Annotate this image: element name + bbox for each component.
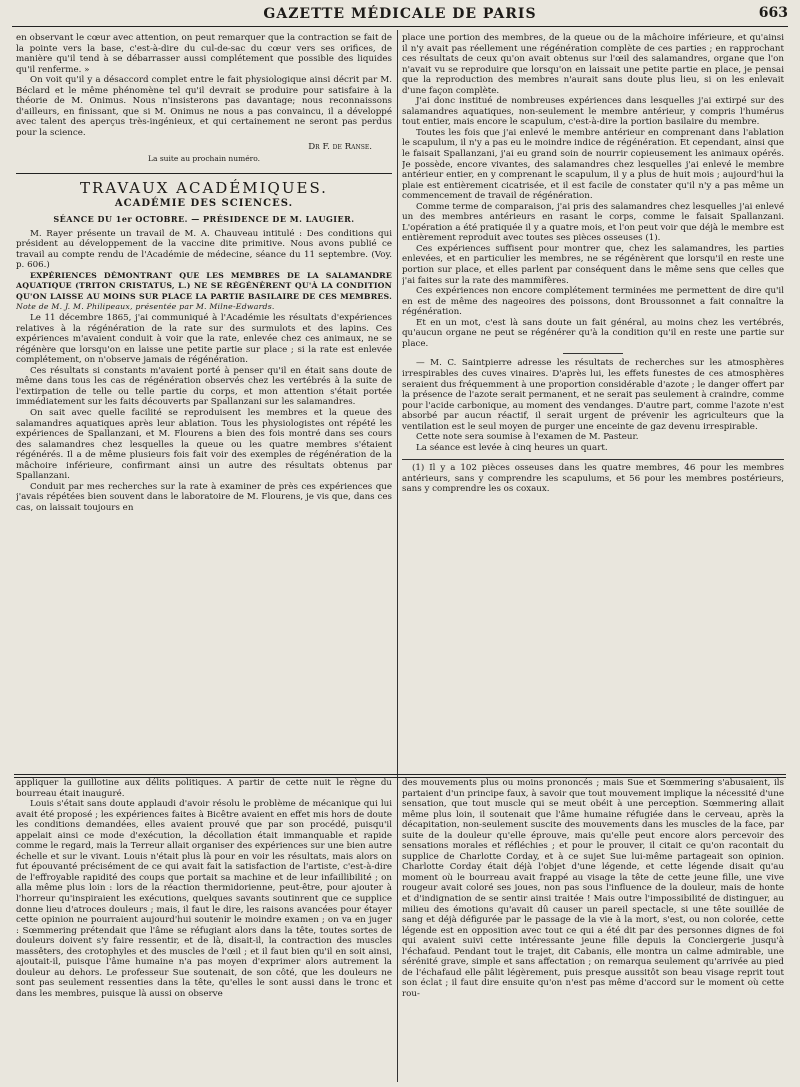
page-header bbox=[12, 4, 788, 27]
journal-title: GAZETTE MÉDICALE DE PARIS bbox=[263, 6, 537, 22]
paragraph: Ces résultats si constants m'avaient porté à penser qu'il en était sans doute de même dans tous les cas de régénération observés chez les vertébrés à la suite de l'extirpation de telle ou telle partie du corps, et mon attention s'était portée immédiatement sur les faits découverts par Spallanzani sur les salamandres. bbox=[16, 365, 392, 408]
paragraph: Et en un mot, c'est là sans doute un fait général, au moins chez les vertébrés, qu'aucun organe ne peut se régénérer qu'à la condition qu'il en reste une partie sur place. bbox=[402, 317, 784, 349]
paragraph: La séance est levée à cinq heures un quart. bbox=[416, 442, 608, 453]
paragraph: des mouvements plus ou moins prononcés ; mais Sue et Sœmmering s'abusaient, ils partaient d'un principe faux, à savoir que tout mouvement implique la nécessité d'une sensation, que tout muscle qui se meut obéit à une perception. Sœmmering allait même plus loin, il soutenait que l'âme humaine réfugiée dans le cerveau, après la décapitation, non-seulement suscite des mouvements dans les muscles de la face, par suite de la douleur qu'elle éprouve, mais qu'elle peut encore alors percevoir des sensations morales et réfléchies ; et pour le prouver, il citait ce qu'on racontait du supplice de Charlotte Corday, et à ce sujet Sue lui-même partageait son opinion. Charlotte Corday était déjà l'objet d'une légende, et cette légende disait qu'au moment où le bourreau avait frappé au visage la tête de cette jeune fille, une vive rougeur avait coloré ses joues, non pas sous l'influence de la douleur, mais de honte et d'indignation de se sentir ainsi traitée ! Mais outre l'impossibilité de distinguer, au milieu des émotions qu'avait dû causer un pareil spectacle, si une tête souillée de sang et déjà défigurée par le passage de la vie à la mort, s'est, ou non colorée, cette légende est en opposition avec tout ce qui a été dit par des personnes dignes de foi qui avaient suivi cette intéressante jeune fille depuis la Conciergerie jusqu'à l'échafaud. Pendant tout le trajet, dit Cabanis, elle montra un calme admirable, une sérénité grave, simple et sans affectation ; on remarqua seulement qu'arrivée au pied de l'échafaud elle pâlit légèrement, puis presque aussitôt son beau visage reprit tout son éclat ; il faut dire ensuite qu'on n'est pas même d'accord sur le moment où cette rou- bbox=[402, 778, 784, 999]
paragraph: On sait avec quelle facilité se reproduisent les membres et la queue des salamandres aquatiques après leur ablation. Tous les physiologistes ont répété les expériences de Spallanzani, et M. Flourens a bien des fois montré dans ses cours des salamandres chez lesquelles la queue ou les quatre membres s'étaient régénérés. Il a de même plusieurs fois fait voir des exemples de régénération de la mâchoire inférieure, confirmant ainsi un autre des résultats obtenus par Spallanzani. bbox=[16, 407, 392, 482]
paragraph: Comme terme de comparaison, j'ai pris des salamandres chez lesquelles j'ai enlevé un des membres antérieurs en rasant le corps, comme le faisait Spallanzani. L'opération a été pratiquée il y a quatre mois, et l'on peut voir que déjà le membre est entièrement reproduit avec toutes ses pièces osseuses (1). bbox=[402, 201, 784, 244]
memoir-title-text: EXPÉRIENCES DÉMONTRANT QUE LES MEMBRES DE LA SALAMANDRE AQUATIQUE (TRITON CRISTATUS, L.) NE SE RÉGÉNÈRENT QU'À LA CONDITION QU'ON LAISSE AU MOINS SUR PLACE LA PARTIE BASILAIRE DE CES MEMBRES. bbox=[16, 270, 392, 301]
column-bottom-right bbox=[402, 778, 784, 1080]
footnote bbox=[402, 459, 784, 495]
rule bbox=[16, 173, 392, 174]
continued-note: La suite au prochain numéro. bbox=[147, 154, 261, 164]
paragraph: Ces expériences non encore complétement terminées me permettent de dire qu'il en est de même des nageoires des poissons, dont Broussonnet a fait connaître la régénération. bbox=[402, 286, 784, 318]
memoir-note: Note de M. J. M. Philipeaux, présentée par M. Milne-Edwards. bbox=[16, 302, 275, 312]
column-divider-bottom bbox=[397, 780, 398, 1082]
paragraph: en observant le cœur avec attention, on peut remarquer que la contraction se fait de la pointe vers la base, c'est-à-dire du cul-de-sac du cœur vers ses orifices, de manière qu'il tend à se débarrasser aussi complétement que possible des liquides qu'il renferme. » bbox=[16, 33, 392, 75]
paragraph: J'ai donc institué de nombreuses expériences dans lesquelles j'ai extirpé sur des salamandres aquatiques, non-seulement le membre antérieur, y compris l'humérus tout entier, mais encore le scapulum, c'est-à-dire la portion basilaire du membre. bbox=[402, 96, 784, 128]
author-signature bbox=[16, 142, 392, 153]
signature-text: Dr F. de Ranse. bbox=[308, 142, 372, 153]
paragraph: appliquer la guillotine aux délits politiques. A partir de cette nuit le règne du bourreau était inauguré. bbox=[16, 778, 392, 799]
column-top-left bbox=[16, 33, 392, 785]
paragraph: place une portion des membres, de la queue ou de la mâchoire inférieure, et qu'ainsi il n'y avait pas réellement une régénération complète de ces parties ; en rapprochant ces résultats de ceux qu'on avait obtenus sur l'œil des salamandres, organe que l'on n'avait vu se reproduire que lorsqu'on en laissait une petite partie en place, je pensai que la reproduction des membres n'aurait sans doute plus lieu, si on les enlevait d'une façon complète. bbox=[402, 33, 784, 96]
paragraph: Conduit par mes recherches sur la rate à examiner de près ces expériences que j'avais répétées bien souvent dans le laboratoire de M. Flourens, je vis que, dans ces cas, on laissait toujours en bbox=[16, 481, 392, 513]
short-rule bbox=[563, 353, 623, 354]
column-top-right bbox=[402, 33, 784, 785]
section-subtitle: ACADÉMIE DES SCIENCES. bbox=[114, 197, 294, 209]
paragraph: Louis s'était sans doute applaudi d'avoir résolu le problème de mécanique qui lui avait été proposé ; les expériences faites à Bicêtre avaient en effet mis hors de doute les conditions demandées, elles avaient prouvé que par son procédé, puisqu'il appelait ainsi ce mode d'exécution, la décollation était immanquable et rapide comme le regard, mais la Terreur allait organiser des expériences sur une bien autre échelle et sur le vivant. Louis n'était plus là pour en voir les résultats, mais alors on fut épouvanté précisément de ce qui avait fait la satisfaction de l'artiste, c'est-à-dire de l'effroyable rapidité des coups que portait sa machine et de leur infaillibilité ; on alla même plus loin : lors de la réaction thermidorienne, peut-être, pour ajouter à l'horreur qu'inspiraient les exécutions, quelques savants soutinrent que ce supplice donne lieu d'atroces douleurs ; mais, il faut le dire, les raisons avancées pour étayer cette opinion ne pourraient aujourd'hui soutenir le moindre examen ; on va en juger : Sœmmering prétendait que l'âme se réfugiant alors dans la tête, toutes sortes de douleurs doivent s'y faire ressentir, et de là, disait-il, la contraction des muscles massêters, des crotophyles et des muscles de l'œil ; et il faut bien qu'il en soit ainsi, ajoutait-il, puisque l'âme humaine n'a pas moyen d'exprimer alors autrement la douleur au dehors. Le professeur Sue soutenait, de son côté, que les douleurs ne sont pas seulement ressenties dans la tête, qu'elles le sont aussi dans le tronc et dans les membres, puisque là aussi on observe bbox=[16, 799, 392, 999]
paragraph: Le 11 décembre 1865, j'ai communiqué à l'Académie les résultats d'expériences relatives à la régénération de la rate sur des surmulots et des lapins. Ces expériences m'avaient conduit à voir que la rate, enlevée chez ces animaux, ne se régénère que lorsqu'on en laisse une petite partie sur place ; si la rate est enlevée complétement, on n'observe jamais de régénération. bbox=[16, 313, 392, 366]
paragraph: On voit qu'il y a désaccord complet entre le fait physiologique ainsi décrit par M. Béclard et le même phénomène tel qu'il devrait se produire pour satisfaire à la théorie de M. Onimus. Nous n'insisterons pas davantage; nous reconnaissons d'ailleurs, en finissant, que si M. Onimus ne nous a pas convaincu, il a développé avec talent des aperçus très-ingénieux, et qui certainement ne seront pas perdus pour la science. bbox=[16, 75, 392, 138]
memoir-title bbox=[16, 271, 392, 313]
paragraph: — M. C. Saintpierre adresse les résultats de recherches sur les atmosphères irrespirables des cuves vinaires. D'après lui, les effets funestes de ces atmosphères seraient dus fréquemment à une proportion considérable d'azote ; le danger offert par la présence de l'azote serait permanent, et ne serait pas seulement à craindre, comme pour l'acide carbonique, au moment des vendanges. D'autre part, comme l'azote n'est absorbé par aucun réactif, il serait urgent de prévenir les agriculteurs que la ventilation est le seul moyen de purger une enceinte de gaz devenu irrespirable. bbox=[402, 358, 784, 432]
column-divider-top bbox=[397, 30, 398, 782]
paragraph: M. Rayer présente un travail de M. A. Chauveau intitulé : Des conditions qui président au développement de la vaccine dite primitive. Nous avons publié ce travail au compte rendu de l'Académie de médecine, séance du 11 septembre. (Voy. p. 606.) bbox=[16, 228, 392, 271]
section-title: TRAVAUX ACADÉMIQUES. bbox=[80, 178, 328, 197]
paragraph: Ces expériences suffisent pour montrer que, chez les salamandres, les parties enlevées, et en particulier les membres, ne se régénèrent que lorsqu'il en reste une portion sur place, et elles parlent par conséquent dans le même sens que celles que j'ai faites sur la rate des mammifères. bbox=[402, 243, 784, 286]
footnote-text: (1) Il y a 102 pièces osseuses dans les quatre membres, 46 pour les membres antérieurs, sans y comprendre les scapulums, et 56 pour les membres postérieurs, sans y comprendre les os coxaux. bbox=[402, 463, 784, 495]
session-line: SÉANCE DU 1er OCTOBRE. — PRÉSIDENCE DE M. LAUGIER. bbox=[53, 214, 355, 225]
column-bottom-left bbox=[16, 778, 392, 1080]
paragraph: Toutes les fois que j'ai enlevé le membre antérieur en comprenant dans l'ablation le scapulum, il n'y a pas eu le moindre indice de régénération. Et cependant, ainsi que le faisait Spallanzani, j'ai eu grand soin de nourrir copieusement les animaux opérés. Je possède, encore vivantes, des salamandres chez lesquelles j'ai enlevé le membre antérieur entier, en y comprenant le scapulum, il y a plus de huit mois ; aujourd'hui la plaie est entièrement cicatrisée, et il est facile de constater qu'il n'y a pas même un commencement de travail de régénération. bbox=[402, 127, 784, 202]
page-number: 663 bbox=[758, 5, 788, 21]
paragraph: Cette note sera soumise à l'examen de M. Pasteur. bbox=[416, 432, 639, 443]
